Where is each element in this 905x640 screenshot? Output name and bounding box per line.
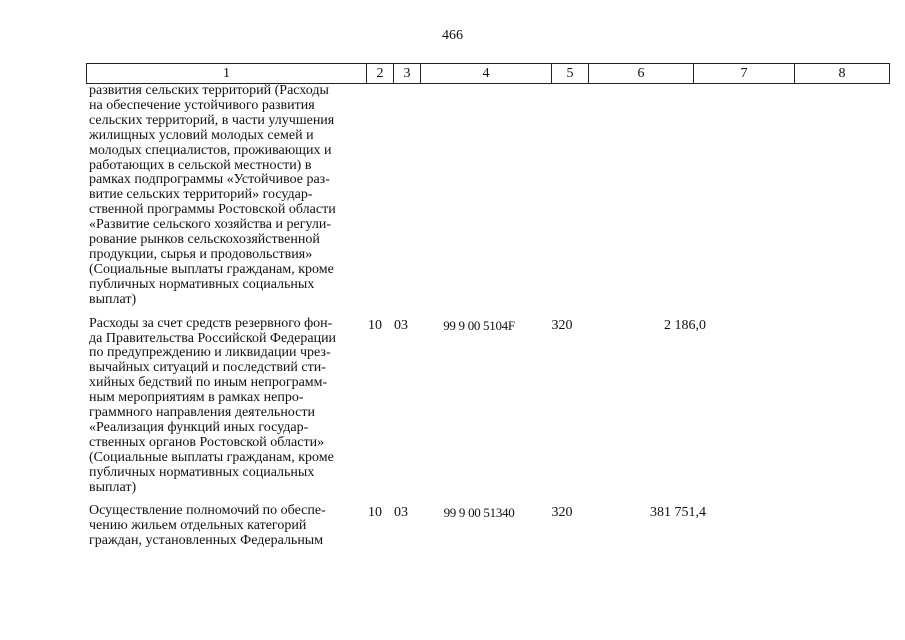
header-col-7: 7 <box>694 64 795 84</box>
row-description: Осуществление полномочий по обеспе- чению жильем отдельных категорий граждан, установленных Федеральным <box>89 503 326 549</box>
header-col-6: 6 <box>589 64 694 84</box>
header-col-3: 3 <box>394 64 421 84</box>
row-amount: 381 751,4 <box>650 505 706 521</box>
page-number: 466 <box>442 28 463 43</box>
row-subsection <box>388 84 414 86</box>
header-col-8: 8 <box>795 64 890 84</box>
row-section: 10 <box>368 317 382 333</box>
row-target-code: 99 9 00 51340 <box>443 505 515 521</box>
header-row <box>87 64 890 84</box>
header-col-4: 4 <box>421 64 552 84</box>
column-number-header <box>86 63 890 84</box>
table-row <box>86 84 905 308</box>
table-row <box>86 317 905 496</box>
row-section: 10 <box>368 505 382 521</box>
row-expense-type <box>544 84 580 86</box>
row-subsection: 03 <box>394 317 408 333</box>
row-amount <box>580 84 710 86</box>
row-section <box>362 84 388 86</box>
row-expense-type: 320 <box>551 317 573 333</box>
row-subsection: 03 <box>394 505 408 521</box>
table-body <box>86 84 905 549</box>
header-col-2: 2 <box>367 64 394 84</box>
row-target-code: 99 9 00 5104F <box>443 317 515 333</box>
row-description: Расходы за счет средств резервного фон- да Правительства Российской Федерации по предупреждению и ликвидации чрез- вычайных ситуаций и последствий сти- хийных бедствий по иным непрограмм- ным мероприятиям в рамках непро- граммного направления деятельности «Реализация функций иных государ- ственных органов Ростовской области» (Социальные выплаты гражданам, кроме публичных нормативных социальных выплат) <box>89 315 337 495</box>
row-amount: 2 186,0 <box>664 317 706 333</box>
table-row <box>86 504 905 549</box>
header-col-5: 5 <box>552 64 589 84</box>
row-expense-type: 320 <box>551 505 573 521</box>
row-description: развития сельских территорий (Расходы на обеспечение устойчивого развития сельских территорий, в части улучшения жилищных условий молодых семей и молодых специалистов, проживающих и работающих в сельской местности) в рамках подпрограммы «Устойчивое раз- витие сельских территорий» государ- ственной программы Ростовской области «Развитие сельского хозяйства и регули- рование рынков сельскохозяйственной продукции, сырья и продовольствия» (Социальные выплаты гражданам, кроме публичных нормативных социальных выплат) <box>89 83 336 307</box>
row-target-code <box>414 84 544 86</box>
header-col-1: 1 <box>87 64 367 84</box>
